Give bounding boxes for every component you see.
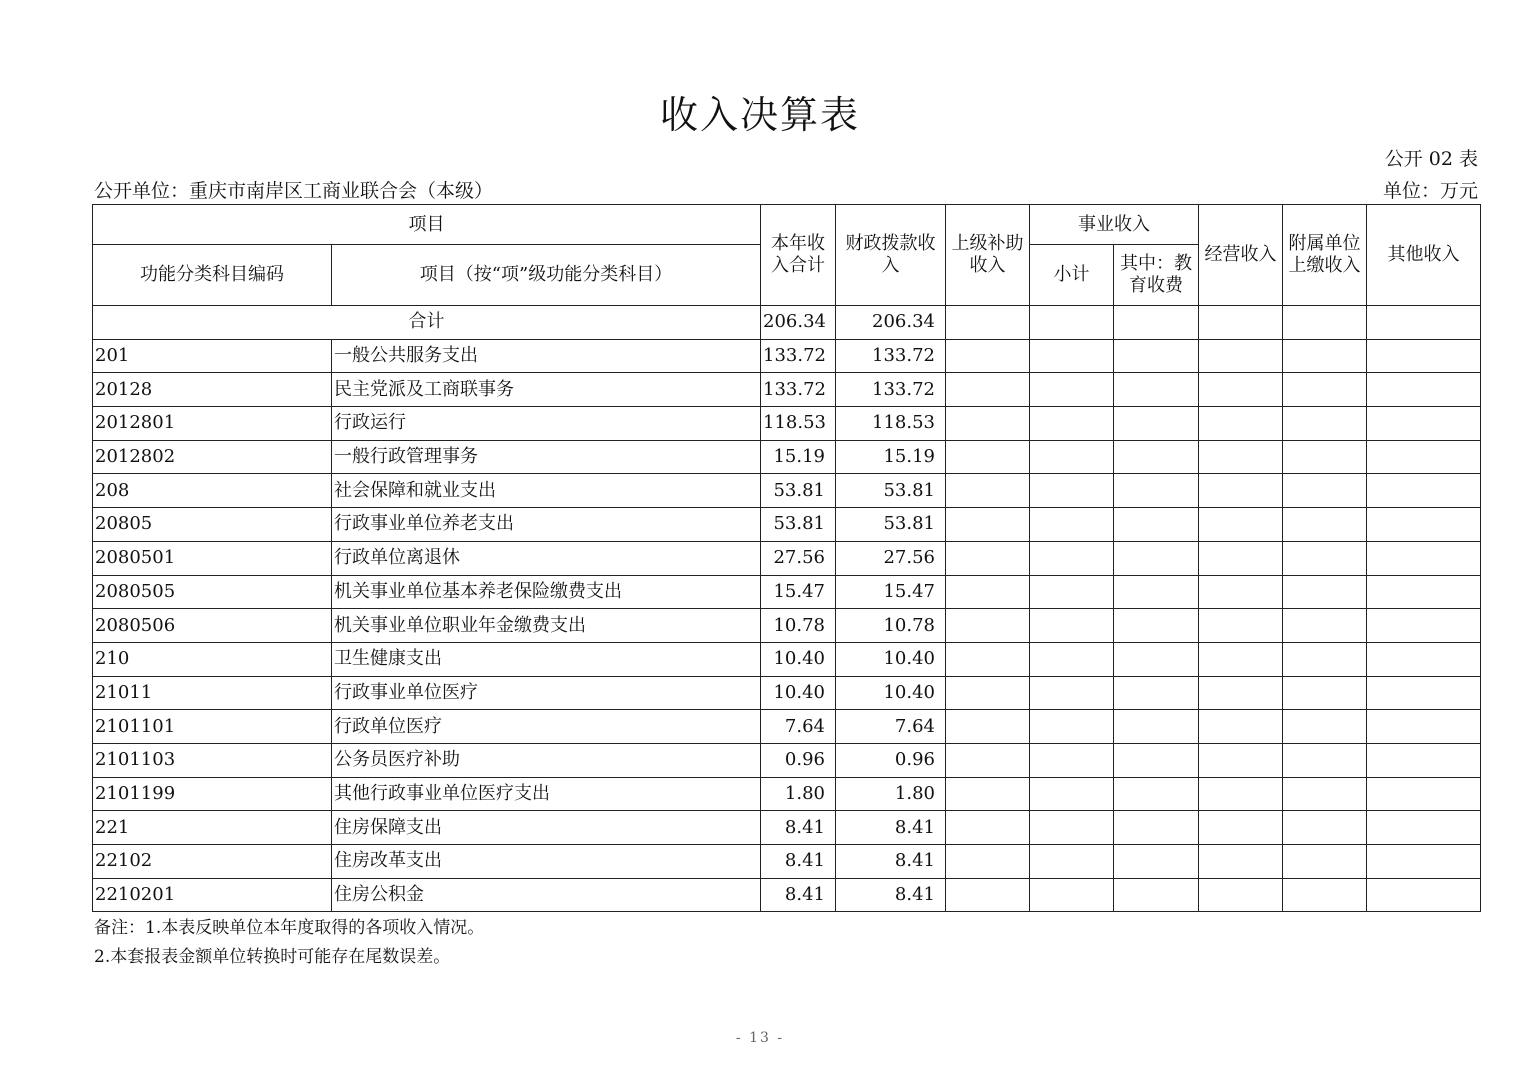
empty-cell	[1283, 845, 1367, 879]
row-fiscal: 15.47	[836, 575, 946, 609]
table-row	[93, 407, 1481, 441]
row-code: 21011	[93, 676, 332, 710]
empty-cell	[1114, 373, 1199, 407]
row-total-income: 53.81	[761, 474, 836, 508]
table-row	[93, 474, 1481, 508]
row-fiscal: 0.96	[836, 743, 946, 777]
row-name: 机关事业单位职业年金缴费支出	[332, 609, 761, 643]
row-name: 行政事业单位医疗	[332, 676, 761, 710]
empty-cell	[1030, 575, 1114, 609]
empty-cell	[1199, 609, 1283, 643]
table-header	[93, 205, 1481, 306]
empty-cell	[1030, 642, 1114, 676]
row-name: 住房改革支出	[332, 845, 761, 879]
empty-cell	[1199, 373, 1283, 407]
empty-cell	[1199, 541, 1283, 575]
row-total-income: 8.41	[761, 878, 836, 912]
row-total-income: 10.40	[761, 642, 836, 676]
empty-cell	[1199, 642, 1283, 676]
empty-cell	[1283, 339, 1367, 373]
empty-cell	[1283, 609, 1367, 643]
empty-cell	[1030, 743, 1114, 777]
empty-cell	[1114, 541, 1199, 575]
header-business: 事业收入	[1030, 205, 1199, 245]
empty-cell	[1283, 575, 1367, 609]
empty-cell	[1114, 440, 1199, 474]
empty-cell	[1283, 811, 1367, 845]
empty-cell	[1199, 306, 1283, 340]
table-row	[93, 642, 1481, 676]
empty-cell	[1367, 845, 1481, 879]
empty-cell	[1114, 609, 1199, 643]
empty-cell	[1030, 541, 1114, 575]
empty-cell	[1367, 811, 1481, 845]
row-total-income: 10.78	[761, 609, 836, 643]
empty-cell	[1114, 710, 1199, 744]
empty-cell	[946, 339, 1030, 373]
header-affiliated: 附属单位上缴收入	[1283, 205, 1367, 306]
row-fiscal: 8.41	[836, 878, 946, 912]
empty-cell	[1030, 878, 1114, 912]
empty-cell	[1030, 777, 1114, 811]
row-code: 2210201	[93, 878, 332, 912]
table-row	[93, 541, 1481, 575]
empty-cell	[1030, 474, 1114, 508]
empty-cell	[946, 474, 1030, 508]
empty-cell	[946, 743, 1030, 777]
empty-cell	[1030, 407, 1114, 441]
row-fiscal: 133.72	[836, 373, 946, 407]
empty-cell	[1114, 845, 1199, 879]
row-fiscal: 10.40	[836, 642, 946, 676]
row-total-income: 7.64	[761, 710, 836, 744]
row-name: 住房公积金	[332, 878, 761, 912]
empty-cell	[1367, 878, 1481, 912]
header-superior: 上级补助收入	[946, 205, 1030, 306]
total-row	[93, 306, 1481, 340]
row-code: 210	[93, 642, 332, 676]
empty-cell	[1030, 710, 1114, 744]
table-row	[93, 339, 1481, 373]
row-total-income: 10.40	[761, 676, 836, 710]
row-fiscal: 118.53	[836, 407, 946, 441]
empty-cell	[1114, 878, 1199, 912]
row-code: 2101199	[93, 777, 332, 811]
empty-cell	[946, 407, 1030, 441]
table-row	[93, 440, 1481, 474]
table-number: 公开 02 表	[1384, 148, 1478, 170]
empty-cell	[1367, 306, 1481, 340]
row-fiscal: 53.81	[836, 508, 946, 542]
empty-cell	[1367, 407, 1481, 441]
empty-cell	[1283, 440, 1367, 474]
empty-cell	[1114, 642, 1199, 676]
row-name: 行政事业单位养老支出	[332, 508, 761, 542]
row-total-income: 1.80	[761, 777, 836, 811]
row-name: 民主党派及工商联事务	[332, 373, 761, 407]
empty-cell	[1199, 575, 1283, 609]
row-name: 住房保障支出	[332, 811, 761, 845]
empty-cell	[1114, 777, 1199, 811]
table-row	[93, 811, 1481, 845]
row-code: 2080506	[93, 609, 332, 643]
header-operating: 经营收入	[1199, 205, 1283, 306]
table-row	[93, 373, 1481, 407]
empty-cell	[946, 811, 1030, 845]
empty-cell	[1283, 676, 1367, 710]
row-code: 201	[93, 339, 332, 373]
empty-cell	[1283, 508, 1367, 542]
empty-cell	[1030, 339, 1114, 373]
note-1: 备注：1.本表反映单位本年度取得的各项收入情况。	[94, 918, 485, 938]
empty-cell	[1283, 642, 1367, 676]
empty-cell	[1199, 811, 1283, 845]
empty-cell	[1283, 710, 1367, 744]
row-fiscal: 8.41	[836, 845, 946, 879]
row-code: 2012801	[93, 407, 332, 441]
reporting-org: 公开单位：重庆市南岸区工商业联合会（本级）	[94, 180, 494, 202]
empty-cell	[946, 306, 1030, 340]
row-name: 行政单位离退休	[332, 541, 761, 575]
empty-cell	[1367, 710, 1481, 744]
header-other: 其他收入	[1367, 205, 1481, 306]
row-name: 其他行政事业单位医疗支出	[332, 777, 761, 811]
header-subtotal: 小计	[1030, 245, 1114, 306]
row-name: 卫生健康支出	[332, 642, 761, 676]
empty-cell	[1367, 339, 1481, 373]
empty-cell	[1367, 541, 1481, 575]
empty-cell	[946, 676, 1030, 710]
empty-cell	[1367, 676, 1481, 710]
row-total-income: 118.53	[761, 407, 836, 441]
row-name: 一般公共服务支出	[332, 339, 761, 373]
empty-cell	[946, 508, 1030, 542]
empty-cell	[1199, 777, 1283, 811]
header-total-income: 本年收入合计	[761, 205, 836, 306]
header-code: 功能分类科目编码	[93, 245, 332, 306]
empty-cell	[1114, 474, 1199, 508]
row-name: 社会保障和就业支出	[332, 474, 761, 508]
empty-cell	[1283, 878, 1367, 912]
row-name: 一般行政管理事务	[332, 440, 761, 474]
row-total-income: 133.72	[761, 339, 836, 373]
empty-cell	[1114, 306, 1199, 340]
empty-cell	[1114, 508, 1199, 542]
empty-cell	[1199, 440, 1283, 474]
total-fiscal-value: 206.34	[836, 306, 946, 340]
empty-cell	[1030, 508, 1114, 542]
empty-cell	[946, 777, 1030, 811]
table-body	[93, 306, 1481, 912]
empty-cell	[1283, 777, 1367, 811]
empty-cell	[1367, 474, 1481, 508]
empty-cell	[946, 642, 1030, 676]
total-income-value: 206.34	[761, 306, 836, 340]
empty-cell	[1030, 306, 1114, 340]
empty-cell	[1283, 474, 1367, 508]
row-code: 2101103	[93, 743, 332, 777]
empty-cell	[946, 609, 1030, 643]
table-row	[93, 676, 1481, 710]
row-fiscal: 27.56	[836, 541, 946, 575]
empty-cell	[1199, 743, 1283, 777]
empty-cell	[946, 878, 1030, 912]
empty-cell	[1199, 407, 1283, 441]
empty-cell	[946, 710, 1030, 744]
row-name: 公务员医疗补助	[332, 743, 761, 777]
row-code: 221	[93, 811, 332, 845]
row-fiscal: 133.72	[836, 339, 946, 373]
total-label: 合计	[93, 306, 761, 340]
row-code: 2080501	[93, 541, 332, 575]
empty-cell	[1114, 407, 1199, 441]
row-code: 20128	[93, 373, 332, 407]
row-name: 行政单位医疗	[332, 710, 761, 744]
row-total-income: 27.56	[761, 541, 836, 575]
empty-cell	[946, 373, 1030, 407]
row-total-income: 15.19	[761, 440, 836, 474]
empty-cell	[1367, 642, 1481, 676]
empty-cell	[1199, 878, 1283, 912]
row-code: 2080505	[93, 575, 332, 609]
empty-cell	[1283, 306, 1367, 340]
row-fiscal: 10.78	[836, 609, 946, 643]
empty-cell	[1199, 710, 1283, 744]
row-fiscal: 10.40	[836, 676, 946, 710]
empty-cell	[1283, 743, 1367, 777]
empty-cell	[946, 845, 1030, 879]
table-row	[93, 609, 1481, 643]
empty-cell	[1283, 373, 1367, 407]
empty-cell	[1114, 575, 1199, 609]
table-row	[93, 878, 1481, 912]
row-total-income: 8.41	[761, 845, 836, 879]
header-item: 项目（按“项”级功能分类科目）	[332, 245, 761, 306]
table-row	[93, 845, 1481, 879]
empty-cell	[946, 440, 1030, 474]
empty-cell	[1030, 373, 1114, 407]
currency-unit: 单位：万元	[1382, 180, 1478, 202]
row-fiscal: 7.64	[836, 710, 946, 744]
income-table	[92, 204, 1481, 912]
empty-cell	[1030, 845, 1114, 879]
empty-cell	[1030, 609, 1114, 643]
table-row	[93, 575, 1481, 609]
empty-cell	[1114, 743, 1199, 777]
empty-cell	[1367, 609, 1481, 643]
header-project: 项目	[93, 205, 761, 245]
empty-cell	[1114, 339, 1199, 373]
empty-cell	[1367, 575, 1481, 609]
row-code: 2012802	[93, 440, 332, 474]
row-total-income: 8.41	[761, 811, 836, 845]
empty-cell	[1030, 440, 1114, 474]
empty-cell	[1283, 541, 1367, 575]
row-total-income: 133.72	[761, 373, 836, 407]
empty-cell	[1199, 676, 1283, 710]
empty-cell	[1114, 676, 1199, 710]
row-code: 20805	[93, 508, 332, 542]
row-name: 行政运行	[332, 407, 761, 441]
empty-cell	[1367, 777, 1481, 811]
notes	[94, 914, 484, 972]
row-total-income: 53.81	[761, 508, 836, 542]
header-education: 其中：教育收费	[1114, 245, 1199, 306]
empty-cell	[946, 541, 1030, 575]
row-name: 机关事业单位基本养老保险缴费支出	[332, 575, 761, 609]
row-fiscal: 8.41	[836, 811, 946, 845]
row-fiscal: 15.19	[836, 440, 946, 474]
empty-cell	[1030, 811, 1114, 845]
empty-cell	[1199, 508, 1283, 542]
empty-cell	[1367, 743, 1481, 777]
empty-cell	[1199, 474, 1283, 508]
empty-cell	[1367, 373, 1481, 407]
row-total-income: 15.47	[761, 575, 836, 609]
empty-cell	[1199, 339, 1283, 373]
page-title: 收入决算表	[659, 93, 860, 137]
empty-cell	[1199, 845, 1283, 879]
note-2: 2.本套报表金额单位转换时可能存在尾数误差。	[94, 947, 451, 967]
row-total-income: 0.96	[761, 743, 836, 777]
header-fiscal: 财政拨款收入	[836, 205, 946, 306]
row-code: 208	[93, 474, 332, 508]
table-row	[93, 743, 1481, 777]
table-row	[93, 508, 1481, 542]
empty-cell	[1114, 811, 1199, 845]
table-row	[93, 710, 1481, 744]
page-number: - 13 -	[735, 1030, 785, 1046]
row-code: 2101101	[93, 710, 332, 744]
empty-cell	[1030, 676, 1114, 710]
row-fiscal: 53.81	[836, 474, 946, 508]
empty-cell	[1367, 440, 1481, 474]
row-fiscal: 1.80	[836, 777, 946, 811]
empty-cell	[1367, 508, 1481, 542]
empty-cell	[946, 575, 1030, 609]
row-code: 22102	[93, 845, 332, 879]
unit-line	[94, 176, 1478, 202]
empty-cell	[1283, 407, 1367, 441]
table-row	[93, 777, 1481, 811]
